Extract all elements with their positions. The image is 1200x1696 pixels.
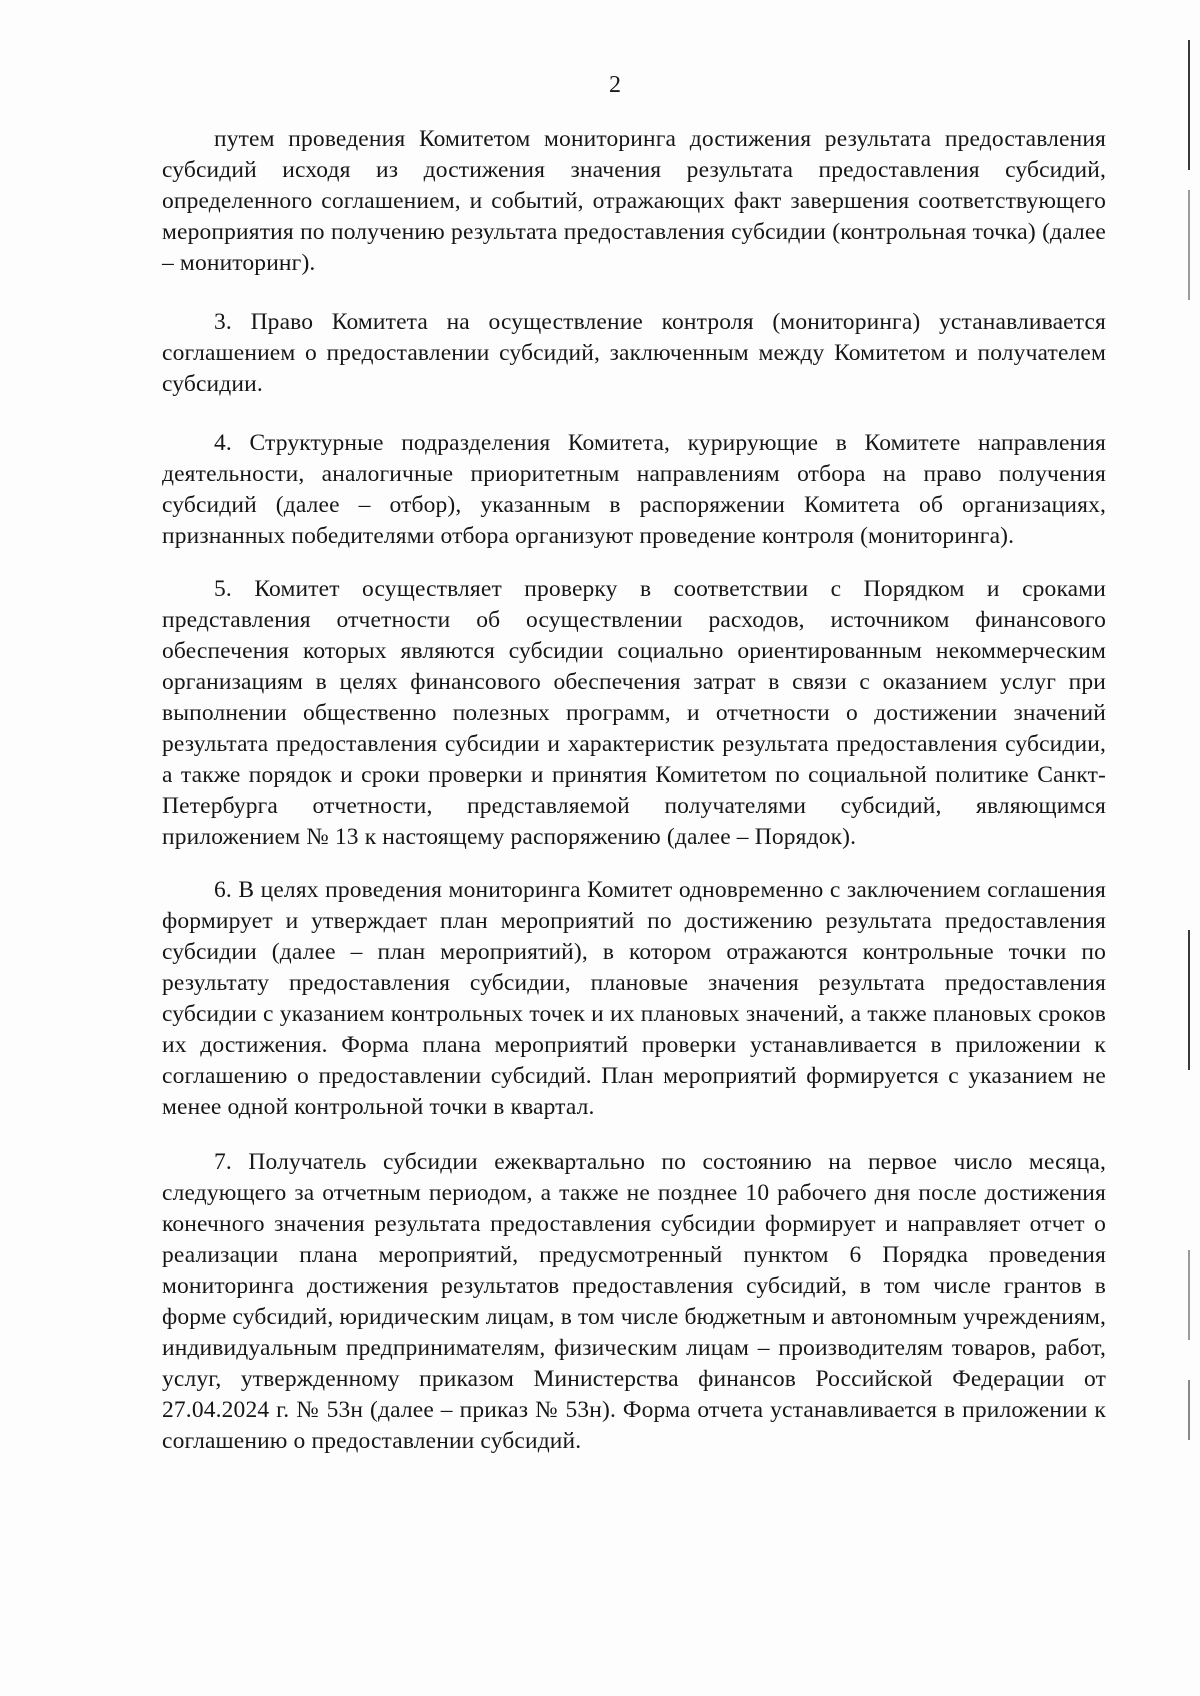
scan-edge-mark: [1188, 1380, 1190, 1440]
page-number: 2: [609, 72, 621, 98]
scan-edge-mark: [1188, 190, 1190, 300]
paragraph-7: 7. Получатель субсидии ежеквартально по состоянию на первое число месяца, следующего за отчетным периодом, а также не позднее 10 рабочего дня после достижения конечного значения результата предоставления субсидии формирует и направляет отчет о реализации плана мероприятий, предусмотренный пунктом 6 Порядка проведения мониторинга достижения результатов предоставления субсидий, в том числе грантов в форме субсидий, юридическим лицам, в том числе бюджетным и автономным учреждениям, индивидуальным предпринимателям, физическим лицам – производителям товаров, работ, услуг, утвержденному приказом Министерства финансов Российской Федерации от 27.04.2024 г. № 53н (далее – приказ № 53н). Форма отчета устанавливается в приложении к соглашению о предоставлении субсидий.: [162, 1149, 1106, 1454]
paragraph-continuation: путем проведения Комитетом мониторинга достижения результата предоставления субсидий исходя из достижения значения результата предоставления субсидий, определенного соглашением, и событий, отражающих факт завершения соответствующего мероприятия по получению результата предоставления субсидии (контрольная точка) (далее – мониторинг).: [162, 126, 1106, 276]
scan-edge-mark: [1188, 1250, 1190, 1340]
paragraph-4: 4. Структурные подразделения Комитета, курирующие в Комитете направления деятельности, аналогичные приоритетным направлениям отбора на право получения субсидий (далее – отбор), указанным в распоряжении Комитета об организациях, признанных победителями отбора организуют проведение контроля (мониторинга).: [162, 430, 1106, 549]
paragraph-3: 3. Право Комитета на осуществление контроля (мониторинга) устанавливается соглашением о предоставлении субсидий, заключенным между Комитетом и получателем субсидии.: [162, 309, 1106, 397]
paragraph-6: 6. В целях проведения мониторинга Комитет одновременно с заключением соглашения формирует и утверждает план мероприятий по достижению результата предоставления субсидии (далее – план мероприятий), в котором отражаются контрольные точки по результату предоставления субсидии, плановые значения результата предоставления субсидии с указанием контрольных точек и их плановых значений, а также плановых сроков их достижения. Форма плана мероприятий проверки устанавливается в приложении к соглашению о предоставлении субсидий. План мероприятий формируется с указанием не менее одной контрольной точки в квартал.: [162, 877, 1106, 1120]
document-body: [162, 124, 1106, 1479]
scan-edge-mark: [1188, 930, 1190, 1070]
paragraph-5: 5. Комитет осуществляет проверку в соответствии с Порядком и сроками представления отчетности об осуществлении расходов, источником финансового обеспечения которых являются субсидии социально ориентированным некоммерческим организациям в целях финансового обеспечения затрат в связи с оказанием услуг при выполнении общественно полезных программ, и отчетности о достижении значений результата предоставления субсидии и характеристик результата предоставления субсидии, а также порядок и сроки проверки и принятия Комитетом по социальной политике Санкт-Петербурга отчетности, представляемой получателями субсидий, являющимся приложением № 13 к настоящему распоряжению (далее – Порядок).: [162, 576, 1106, 850]
scan-edge-mark: [1188, 40, 1190, 170]
